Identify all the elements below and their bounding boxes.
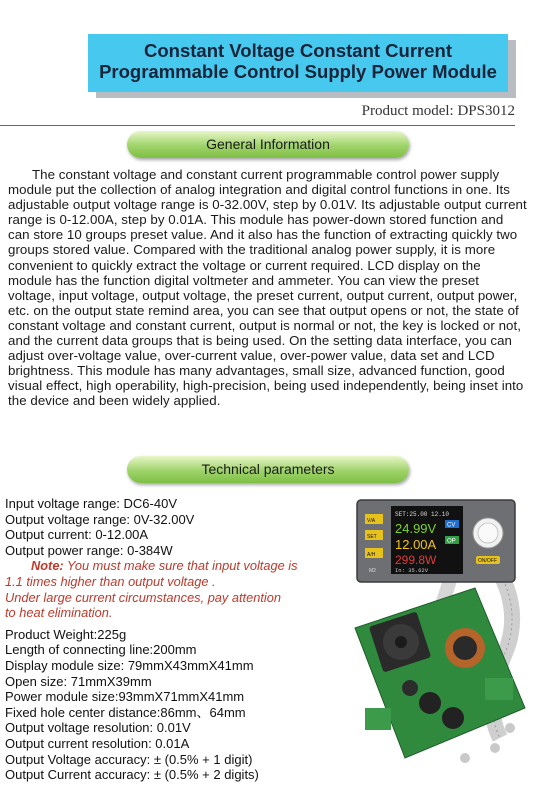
lcd-voltage: 24.99V <box>395 521 437 536</box>
product-model-text: Product model: DPS3012 <box>361 103 515 119</box>
onoff-label: ON/OFF <box>478 558 497 564</box>
product-model <box>0 103 515 126</box>
spec-open-size: Open size: 71mmX39mm <box>5 673 152 689</box>
section-technical-parameters: Technical parameters <box>127 456 409 483</box>
spec-output-power: Output power range: 0-384W <box>5 542 173 558</box>
note-line-4: to heat elimination. <box>5 605 113 621</box>
lcd-power: 299.8W <box>395 553 437 567</box>
lcd-op: OP <box>447 538 456 545</box>
general-information-text <box>8 167 528 409</box>
spec-display-size: Display module size: 79mmX43mmX41mm <box>5 657 254 673</box>
spec-current-accuracy: Output Current accuracy: ± (0.5% + 2 digits) <box>5 767 259 783</box>
lcd-current: 12.00A <box>395 537 437 552</box>
technical-specs <box>5 496 325 783</box>
set-button-label: SET <box>367 534 377 540</box>
ah-button-label: A/H <box>367 552 376 558</box>
note-label: Note: <box>31 558 64 574</box>
spec-current-resolution: Output current resolution: 0.01A <box>5 735 190 751</box>
spec-weight: Product Weight:225g <box>5 626 127 642</box>
spec-voltage-accuracy: Output Voltage accuracy: ± (0.5% + 1 digit) <box>5 751 253 767</box>
lcd-status: SET:25.00 12.10 <box>395 511 450 518</box>
spec-power-module-size: Power module size:93mmX71mmX41mm <box>5 689 245 705</box>
m-label: M2 <box>369 568 376 574</box>
spec-output-current: Output current: 0-12.00A <box>5 527 149 543</box>
note-line-1: You must make sure that input voltage is <box>63 558 298 574</box>
note-line-3: Under large current circumstances, pay attention <box>5 589 281 605</box>
title-banner <box>88 34 508 92</box>
spec-input-voltage: Input voltage range: DC6-40V <box>5 496 177 511</box>
spec-voltage-resolution: Output voltage resolution: 0.01V <box>5 720 191 736</box>
title-line-1: Constant Voltage Constant Current <box>144 40 452 61</box>
spec-connecting-line: Length of connecting line:200mm <box>5 642 197 658</box>
title-line-2: Programmable Control Supply Power Module <box>99 61 497 82</box>
general-text: The constant voltage and constant current programmable control power supply module put the collection of analog integration and digital control functions in one. Its adjustable output voltage range is 0-32.00V, step by 0.01V. Its adjustable output current range is 0-12.00A, step by 0.01A. This module has power-down stored function and can store 10 groups preset value. And it also has the function of extracting quickly two groups stored value. Compared with the traditional analog power supply, it is more convenient to quickly extract the voltage or current required. LCD display on the module has the function digital voltmeter and ammeter. You can view the preset voltage, input voltage, output voltage, the preset current, output current, output power, etc. on the output state remind area, you can see that output opens or not, the state of constant voltage and constant current, output is normal or not, the key is locked or not, and the current data groups that is being used. On the setting data interface, you can adjust over-voltage value, over-current value, over-power value, data set and LCD brightness. This module has many advantages, small size, advanced function, good visual effect, high operability, high-precision, being used independently, being inset into the device and been widely applied. <box>8 167 527 409</box>
lcd-input: In: 35.62V <box>395 567 429 574</box>
product-photo <box>335 478 533 788</box>
spec-output-voltage: Output voltage range: 0V-32.00V <box>5 511 195 527</box>
note-block <box>5 558 325 620</box>
display-module <box>357 500 515 582</box>
spec-hole-distance: Fixed hole center distance:86mm、64mm <box>5 704 246 720</box>
note-line-2: 1.1 times higher than output voltage . <box>5 573 216 589</box>
section-general-information: General Information <box>127 131 409 158</box>
lcd-cv: CV <box>447 522 456 529</box>
va-button-label: V/A <box>367 518 376 524</box>
